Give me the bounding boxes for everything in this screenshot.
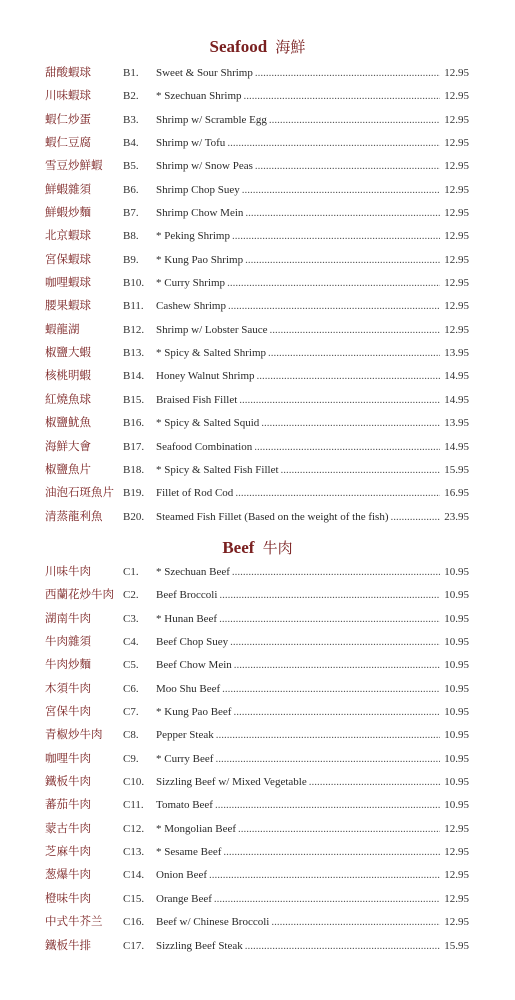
dish-name-wrapper: [156, 62, 440, 85]
dish-english-name: Shrimp Chop Suey: [156, 183, 240, 196]
dish-chinese-name: 葱爆牛肉: [45, 869, 91, 882]
dish-price: 10.95: [444, 566, 469, 578]
dish-chinese-name: 核桃明蝦: [45, 370, 91, 383]
menu-item-row: [0, 888, 515, 911]
dish-price: 12.95: [444, 846, 469, 859]
dish-code: B15.: [123, 393, 145, 406]
dish-chinese-name: 鮮蝦炒麵: [45, 207, 91, 220]
dish-code: C2.: [123, 589, 139, 602]
dish-code: C3.: [123, 612, 139, 625]
dish-english-name: Moo Shu Beef: [156, 682, 221, 695]
beef-section-title: [0, 537, 515, 558]
menu-item-row: [0, 365, 515, 388]
dish-chinese-name: 蒙古牛肉: [45, 822, 91, 835]
dish-price: 10.95: [444, 729, 469, 742]
dish-code: C7.: [123, 706, 139, 719]
dot-leader: [233, 701, 440, 724]
dish-price: 13.95: [444, 417, 469, 430]
dish-code: C1.: [123, 566, 139, 578]
dish-english-name: * Kung Pao Shrimp: [156, 253, 244, 266]
dish-name-wrapper: [156, 412, 440, 435]
dish-price: 10.95: [444, 659, 469, 672]
menu-item-row: [0, 678, 515, 701]
dot-leader: [391, 506, 441, 529]
dish-chinese-name: 湖南牛肉: [45, 612, 91, 625]
dish-chinese-name: 鐵板牛排: [45, 939, 91, 952]
menu-item-row: [0, 794, 515, 817]
dish-code: C4.: [123, 636, 139, 649]
seafood-title-cn: 海鮮: [275, 40, 306, 56]
dot-leader: [215, 794, 440, 817]
dish-price: 12.95: [444, 160, 469, 173]
dish-price: 12.95: [444, 183, 469, 196]
dish-english-name: Pepper Steak: [156, 729, 214, 742]
dot-leader: [245, 249, 440, 272]
dish-price: 12.95: [444, 277, 469, 290]
dish-price: 15.95: [444, 939, 469, 952]
dish-name-wrapper: [156, 109, 440, 132]
dish-price: 14.95: [444, 440, 469, 453]
dish-price: 12.95: [444, 113, 469, 126]
dish-english-name: Shrimp w/ Scramble Egg: [156, 113, 267, 126]
dish-english-name: * Szechuan Shrimp: [156, 90, 242, 103]
dish-price: 10.95: [444, 706, 469, 719]
dot-leader: [228, 295, 440, 318]
dish-name-wrapper: [156, 459, 440, 482]
dot-leader: [239, 389, 440, 412]
dish-chinese-name: 中式牛芥兰: [45, 916, 103, 929]
dish-price: 12.95: [444, 822, 469, 835]
dot-leader: [230, 631, 440, 654]
dot-leader: [222, 678, 440, 701]
menu-item-row: [0, 482, 515, 505]
dish-english-name: Shrimp w/ Lobster Sauce: [156, 323, 268, 336]
menu-item-row: [0, 935, 515, 958]
dish-english-name: Seafood Combination: [156, 440, 253, 453]
dish-code: B19.: [123, 487, 145, 500]
dish-price: 12.95: [444, 90, 469, 103]
dish-code: C8.: [123, 729, 139, 742]
menu-item-row: [0, 155, 515, 178]
dish-name-wrapper: [156, 701, 440, 724]
menu-item-row: [0, 179, 515, 202]
dish-code: C13.: [123, 846, 145, 859]
beef-title-en: Beef: [222, 538, 255, 557]
dish-code: C15.: [123, 892, 145, 905]
dish-chinese-name: 牛肉雜須: [45, 636, 91, 649]
dish-chinese-name: 北京蝦球: [45, 230, 91, 243]
dish-name-wrapper: [156, 794, 440, 817]
dish-english-name: * Spicy & Salted Shrimp: [156, 347, 266, 360]
dish-chinese-name: 芝麻牛肉: [45, 846, 91, 859]
dish-price: 12.95: [444, 137, 469, 150]
dish-price: 12.95: [444, 892, 469, 905]
dot-leader: [270, 319, 440, 342]
dish-name-wrapper: [156, 818, 440, 841]
menu-item-row: [0, 654, 515, 677]
dish-code: C12.: [123, 822, 145, 835]
dish-name-wrapper: [156, 506, 440, 529]
dish-english-name: * Kung Pao Beef: [156, 706, 232, 719]
dot-leader: [255, 62, 440, 85]
dish-english-name: * Szechuan Beef: [156, 566, 230, 578]
dot-leader: [271, 911, 440, 934]
dish-chinese-name: 椒鹽魚片: [45, 463, 91, 476]
dish-chinese-name: 海鮮大會: [45, 440, 91, 453]
dot-leader: [254, 436, 440, 459]
dish-code: B2.: [123, 90, 139, 103]
dish-code: B12.: [123, 323, 145, 336]
dish-english-name: Tomato Beef: [156, 799, 213, 812]
dot-leader: [255, 155, 440, 178]
dish-code: C9.: [123, 752, 139, 765]
dish-price: 12.95: [444, 323, 469, 336]
dish-price: 14.95: [444, 393, 469, 406]
dish-price: 13.95: [444, 347, 469, 360]
dish-english-name: * Curry Beef: [156, 752, 214, 765]
dish-english-name: * Peking Shrimp: [156, 230, 230, 243]
dish-code: C16.: [123, 916, 145, 929]
dish-english-name: Steamed Fish Fillet (Based on the weight of the fish): [156, 510, 389, 523]
dish-name-wrapper: [156, 179, 440, 202]
menu-item-row: [0, 319, 515, 342]
dish-price: 23.95: [444, 510, 469, 523]
dish-english-name: Fillet of Rod Cod: [156, 487, 234, 500]
dish-chinese-name: 清蒸龍利魚: [45, 510, 103, 523]
dish-english-name: * Spicy & Salted Squid: [156, 417, 260, 430]
dish-name-wrapper: [156, 319, 440, 342]
dish-price: 12.95: [444, 869, 469, 882]
dish-code: B4.: [123, 137, 139, 150]
menu-item-row: [0, 389, 515, 412]
dish-name-wrapper: [156, 295, 440, 318]
dish-english-name: Cashew Shrimp: [156, 300, 226, 313]
dot-leader: [227, 132, 440, 155]
menu-item-row: [0, 109, 515, 132]
dish-name-wrapper: [156, 678, 440, 701]
dish-price: 12.95: [444, 207, 469, 220]
dish-code: C17.: [123, 939, 145, 952]
dish-name-wrapper: [156, 155, 440, 178]
dish-price: 15.95: [444, 463, 469, 476]
dish-name-wrapper: [156, 935, 440, 958]
dot-leader: [269, 109, 440, 132]
dish-price: 10.95: [444, 636, 469, 649]
dot-leader: [235, 482, 440, 505]
dot-leader: [242, 179, 440, 202]
dot-leader: [209, 864, 440, 887]
beef-title-cn: 牛肉: [262, 541, 293, 557]
dish-name-wrapper: [156, 864, 440, 887]
menu-item-row: [0, 436, 515, 459]
dish-english-name: Beef Chop Suey: [156, 636, 229, 649]
dish-code: C6.: [123, 682, 139, 695]
dish-chinese-name: 蝦仁豆腐: [45, 137, 91, 150]
dish-name-wrapper: [156, 771, 440, 794]
dish-chinese-name: 甜酸蝦球: [45, 67, 91, 79]
dish-chinese-name: 蝦龍湖: [45, 323, 80, 336]
dish-price: 14.95: [444, 370, 469, 383]
seafood-title-en: Seafood: [209, 37, 268, 56]
dish-code: B17.: [123, 440, 145, 453]
dish-english-name: Shrimp w/ Snow Peas: [156, 160, 253, 173]
dish-english-name: * Mongolian Beef: [156, 822, 237, 835]
dish-name-wrapper: [156, 584, 440, 607]
dish-name-wrapper: [156, 748, 440, 771]
dish-name-wrapper: [156, 724, 440, 747]
dish-chinese-name: 青椒炒牛肉: [45, 729, 103, 742]
dish-english-name: Onion Beef: [156, 869, 208, 882]
dish-code: B11.: [123, 300, 144, 313]
dot-leader: [227, 272, 440, 295]
dish-name-wrapper: [156, 654, 440, 677]
menu-item-row: [0, 864, 515, 887]
menu-item-row: [0, 225, 515, 248]
dot-leader: [219, 584, 440, 607]
dish-chinese-name: 鐵板牛肉: [45, 776, 91, 789]
dish-name-wrapper: [156, 608, 440, 631]
dish-code: B6.: [123, 183, 139, 196]
dish-english-name: Sweet & Sour Shrimp: [156, 67, 253, 79]
menu-item-row: [0, 132, 515, 155]
dish-chinese-name: 川味牛肉: [45, 566, 91, 578]
dish-english-name: * Spicy & Salted Fish Fillet: [156, 463, 279, 476]
dish-name-wrapper: [156, 389, 440, 412]
dish-english-name: Shrimp w/ Tofu: [156, 137, 226, 150]
dish-code: C10.: [123, 776, 145, 789]
dish-code: C14.: [123, 869, 145, 882]
dish-chinese-name: 蝦仁炒蛋: [45, 113, 91, 126]
dish-code: B7.: [123, 207, 139, 220]
menu-item-row: [0, 584, 515, 607]
dish-chinese-name: 牛肉炒麵: [45, 659, 91, 672]
seafood-section-title: [0, 36, 515, 57]
dish-chinese-name: 川味蝦球: [45, 90, 91, 103]
dish-english-name: Braised Fish Fillet: [156, 393, 238, 406]
menu-item-row: [0, 911, 515, 934]
dot-leader: [238, 818, 440, 841]
dish-price: 12.95: [444, 253, 469, 266]
dish-chinese-name: 宮保蝦球: [45, 253, 91, 266]
dish-chinese-name: 雪豆炒鮮蝦: [45, 160, 103, 173]
dish-english-name: Beef Chow Mein: [156, 659, 232, 672]
menu-item-row: [0, 62, 515, 85]
dish-english-name: * Sesame Beef: [156, 846, 222, 859]
dot-leader: [309, 771, 440, 794]
dish-chinese-name: 油泡石斑魚片: [45, 487, 114, 500]
dish-name-wrapper: [156, 272, 440, 295]
menu-item-row: [0, 506, 515, 529]
dot-leader: [216, 724, 440, 747]
dish-chinese-name: 鮮蝦雜須: [45, 183, 91, 196]
dish-price: 12.95: [444, 230, 469, 243]
dish-code: B14.: [123, 370, 145, 383]
dish-english-name: Beef w/ Chinese Broccoli: [156, 916, 270, 929]
dish-chinese-name: 紅燒魚球: [45, 393, 91, 406]
dot-leader: [245, 935, 440, 958]
dot-leader: [219, 608, 440, 631]
dish-chinese-name: 宮保牛肉: [45, 706, 91, 719]
dish-price: 12.95: [444, 916, 469, 929]
dish-english-name: Sizzling Beef w/ Mixed Vegetable: [156, 776, 307, 789]
menu-item-row: [0, 841, 515, 864]
dish-english-name: Honey Walnut Shrimp: [156, 370, 255, 383]
dish-code: B1.: [123, 67, 139, 79]
dish-name-wrapper: [156, 911, 440, 934]
dish-chinese-name: 咖哩牛肉: [45, 752, 91, 765]
dot-leader: [234, 654, 440, 677]
dish-price: 10.95: [444, 776, 469, 789]
menu-item-row: [0, 272, 515, 295]
dot-leader: [245, 202, 440, 225]
dish-price: 10.95: [444, 589, 469, 602]
dish-name-wrapper: [156, 132, 440, 155]
dish-english-name: * Hunan Beef: [156, 612, 218, 625]
dot-leader: [215, 748, 440, 771]
dish-price: 12.95: [444, 300, 469, 313]
dish-price: 16.95: [444, 487, 469, 500]
dot-leader: [214, 888, 440, 911]
dish-name-wrapper: [156, 841, 440, 864]
dish-code: B13.: [123, 347, 145, 360]
dish-name-wrapper: [156, 482, 440, 505]
dish-code: B5.: [123, 160, 139, 173]
menu-item-row: [0, 631, 515, 654]
dish-price: 10.95: [444, 752, 469, 765]
dish-english-name: Beef Broccoli: [156, 589, 218, 602]
dish-code: B20.: [123, 510, 145, 523]
dish-price: 10.95: [444, 612, 469, 625]
dish-chinese-name: 蕃茄牛肉: [45, 799, 91, 812]
dish-price: 12.95: [444, 67, 469, 79]
menu-item-row: [0, 608, 515, 631]
dish-name-wrapper: [156, 561, 440, 584]
dot-leader: [257, 365, 440, 388]
seafood-list: [0, 62, 515, 529]
dish-name-wrapper: [156, 365, 440, 388]
menu-item-row: [0, 724, 515, 747]
dish-code: B16.: [123, 417, 145, 430]
dish-chinese-name: 椒鹽大蝦: [45, 347, 91, 360]
dish-name-wrapper: [156, 249, 440, 272]
dot-leader: [232, 561, 440, 584]
dish-code: B10.: [123, 277, 145, 290]
dish-name-wrapper: [156, 342, 440, 365]
menu-item-row: [0, 342, 515, 365]
dish-name-wrapper: [156, 85, 440, 108]
dish-name-wrapper: [156, 631, 440, 654]
dot-leader: [268, 342, 440, 365]
dot-leader: [261, 412, 440, 435]
dot-leader: [232, 225, 440, 248]
menu-item-row: [0, 202, 515, 225]
dish-chinese-name: 木須牛肉: [45, 682, 91, 695]
dish-chinese-name: 椒鹽魷魚: [45, 417, 91, 430]
dot-leader: [244, 85, 440, 108]
dot-leader: [223, 841, 440, 864]
dish-name-wrapper: [156, 202, 440, 225]
beef-list: [0, 561, 515, 958]
dish-price: 10.95: [444, 799, 469, 812]
dish-chinese-name: 腰果蝦球: [45, 300, 91, 313]
dish-code: B9.: [123, 253, 139, 266]
dish-english-name: Sizzling Beef Steak: [156, 939, 243, 952]
menu-item-row: [0, 748, 515, 771]
dish-english-name: Shrimp Chow Mein: [156, 207, 244, 220]
dish-name-wrapper: [156, 225, 440, 248]
dish-chinese-name: 橙味牛肉: [45, 892, 91, 905]
dish-price: 10.95: [444, 682, 469, 695]
dish-code: C5.: [123, 659, 139, 672]
dish-chinese-name: 咖哩蝦球: [45, 277, 91, 290]
dish-chinese-name: 西蘭花炒牛肉: [45, 589, 114, 602]
menu-item-row: [0, 85, 515, 108]
menu-item-row: [0, 459, 515, 482]
dish-name-wrapper: [156, 888, 440, 911]
menu-item-row: [0, 249, 515, 272]
menu-item-row: [0, 412, 515, 435]
dish-code: C11.: [123, 799, 144, 812]
dish-code: B3.: [123, 113, 139, 126]
dish-english-name: * Curry Shrimp: [156, 277, 226, 290]
dish-english-name: Orange Beef: [156, 892, 212, 905]
dot-leader: [281, 459, 440, 482]
dish-code: B18.: [123, 463, 145, 476]
dish-code: B8.: [123, 230, 139, 243]
menu-item-row: [0, 771, 515, 794]
menu-item-row: [0, 701, 515, 724]
menu-item-row: [0, 295, 515, 318]
menu-item-row: [0, 561, 515, 584]
dish-name-wrapper: [156, 436, 440, 459]
menu-item-row: [0, 818, 515, 841]
